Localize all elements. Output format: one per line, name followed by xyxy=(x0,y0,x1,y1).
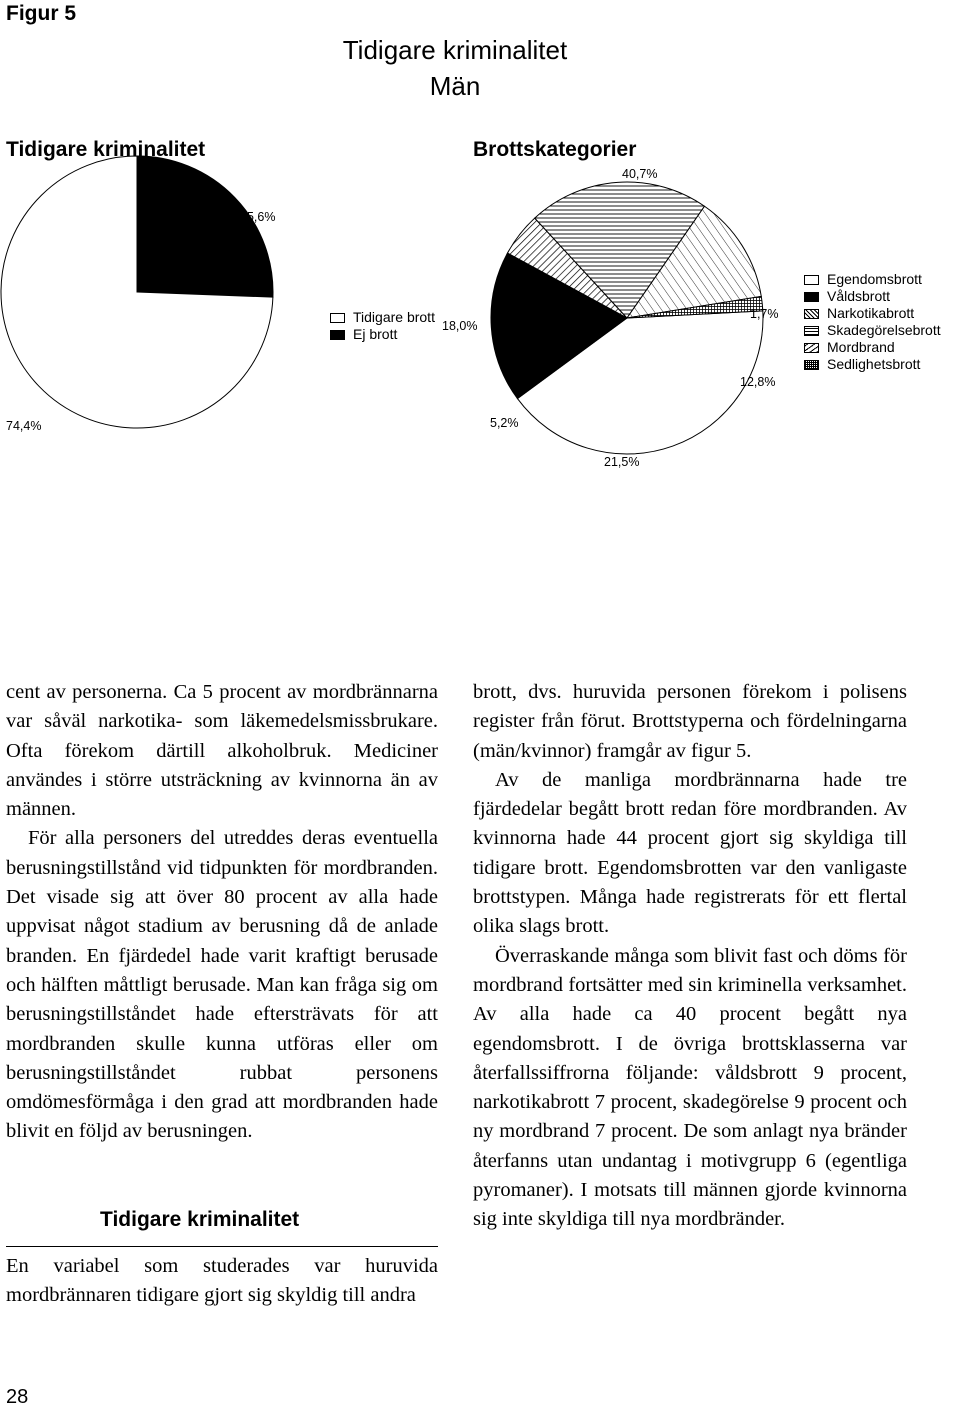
legend-item-egendomsbrott xyxy=(804,271,941,288)
legend-swatch-diagonal-light xyxy=(804,343,819,353)
legend-swatch-diagonal xyxy=(804,309,819,319)
value-label-egendomsbrott: 40,7% xyxy=(622,167,658,181)
pie-chart-brottskategorier xyxy=(491,182,763,454)
figure-label: Figur 5 xyxy=(6,2,77,25)
right-chart-title: Brottskategorier xyxy=(473,138,637,161)
legend-label: Ej brott xyxy=(353,326,398,342)
legend-swatch-black xyxy=(330,330,345,340)
legend-swatch-white xyxy=(804,275,819,285)
paragraph: En variabel som studerades var huruvida mordbrännaren tidigare gjort sig skyldig till andra xyxy=(6,1255,438,1307)
legend-label: Sedlighetsbrott xyxy=(827,356,921,372)
pie-chart-tidigare-kriminalitet xyxy=(1,156,276,428)
page-number: 28 xyxy=(6,1386,29,1408)
body-column-left xyxy=(6,678,438,1147)
legend-item-ej-brott xyxy=(330,326,435,343)
legend-swatch-grid xyxy=(804,360,819,370)
value-label-skadegorelsebrott: 21,5% xyxy=(604,455,640,469)
legend-item-mordbrand xyxy=(804,339,941,356)
paragraph: Av de manliga mordbrännarna hade tre fjärdedelar begått brott redan före mordbranden. Av kvinnorna hade 44 procent gjort sig skyldiga till tidigare brott. Egendomsbrotten var den vanligaste brottstypen. Många hade registrerats för ett flertal olika slags brott. xyxy=(473,768,907,938)
legend-item-sedlighetsbrott xyxy=(804,356,941,373)
value-label-sedlighetsbrott: 1,7% xyxy=(750,307,779,321)
legend-item-skadegorelsebrott xyxy=(804,322,941,339)
left-legend xyxy=(330,309,435,343)
value-label-ej-brott: 25,6% xyxy=(240,210,276,224)
legend-label: Egendomsbrott xyxy=(827,271,922,287)
legend-swatch-black xyxy=(804,292,819,302)
figure-title-line2: Män xyxy=(429,71,481,101)
heading-divider xyxy=(6,1246,438,1247)
figure-title-line1: Tidigare kriminalitet xyxy=(342,35,568,65)
legend-label: Mordbrand xyxy=(827,339,895,355)
left-chart-title: Tidigare kriminalitet xyxy=(6,138,206,161)
legend-swatch-horizontal xyxy=(804,326,819,336)
legend-label: Skadegörelsebrott xyxy=(827,322,941,338)
paragraph: Överraskande många som blivit fast och döms för mordbrand fortsätter med sin kriminella verksamhet. Av alla hade ca 40 procent begått nya egendomsbrott. I de övriga brottsklasserna var återfallssiffrorna följande: våldsbrott 9 procent, narkotikabrott 7 procent, skadegörelse 9 procent och ny mordbrand 7 procent. De som anlagt nya bränder återfanns utan undantag i motivgrupp 6 (egentliga pyromaner). I motsats till männen gjorde kvinnorna sig inte skyldiga till nya mordbränder. xyxy=(473,944,907,1231)
legend-item-valdsbrott xyxy=(804,288,941,305)
value-label-tidigare-brott: 74,4% xyxy=(6,419,42,433)
paragraph: brott, dvs. huruvida personen förekom i polisens register från förut. Brottstyperna och fördelningarna (män/kvinnor) framgår av figur 5. xyxy=(473,681,907,762)
body-column-right xyxy=(473,678,907,1235)
value-label-mordbrand: 12,8% xyxy=(740,375,776,389)
right-legend xyxy=(804,271,941,373)
body-column-left-continued xyxy=(6,1252,438,1311)
paragraph: För alla personers del utreddes deras eventuella berusningstillstånd vid tidpunkten för mordbranden. Det visade sig att över 80 procent av alla hade uppvisat något stadium av berusning då de anlade branden. En fjärdedel hade varit kraftigt berusade och hälften måttligt berusade. Man kan fråga sig om berusningstillståndet hade eftersträvats för att mordbranden skulle kunna utföras eller om berusningstillståndet rubbat personens omdömesförmåga i den grad att mordbranden hade blivit en följd av berusningen. xyxy=(6,827,438,1143)
legend-item-tidigare-brott xyxy=(330,309,435,326)
section-heading: Tidigare kriminalitet xyxy=(100,1208,300,1231)
value-label-narkotikabrott: 5,2% xyxy=(490,416,519,430)
pie-slice-ej-brott xyxy=(137,156,276,297)
legend-item-narkotikabrott xyxy=(804,305,941,322)
legend-swatch-white xyxy=(330,313,345,323)
legend-label: Tidigare brott xyxy=(353,309,435,325)
value-label-valdsbrott: 18,0% xyxy=(442,319,478,333)
paragraph: cent av personerna. Ca 5 procent av mordbrännarna var såväl narkotika- som läkemedelsmissbrukare. Ofta förekom därtill alkoholbruk. Mediciner användes i större utsträckning av kvinnorna än av männen. xyxy=(6,681,438,821)
legend-label: Narkotikabrott xyxy=(827,305,915,321)
legend-label: Våldsbrott xyxy=(827,288,891,304)
